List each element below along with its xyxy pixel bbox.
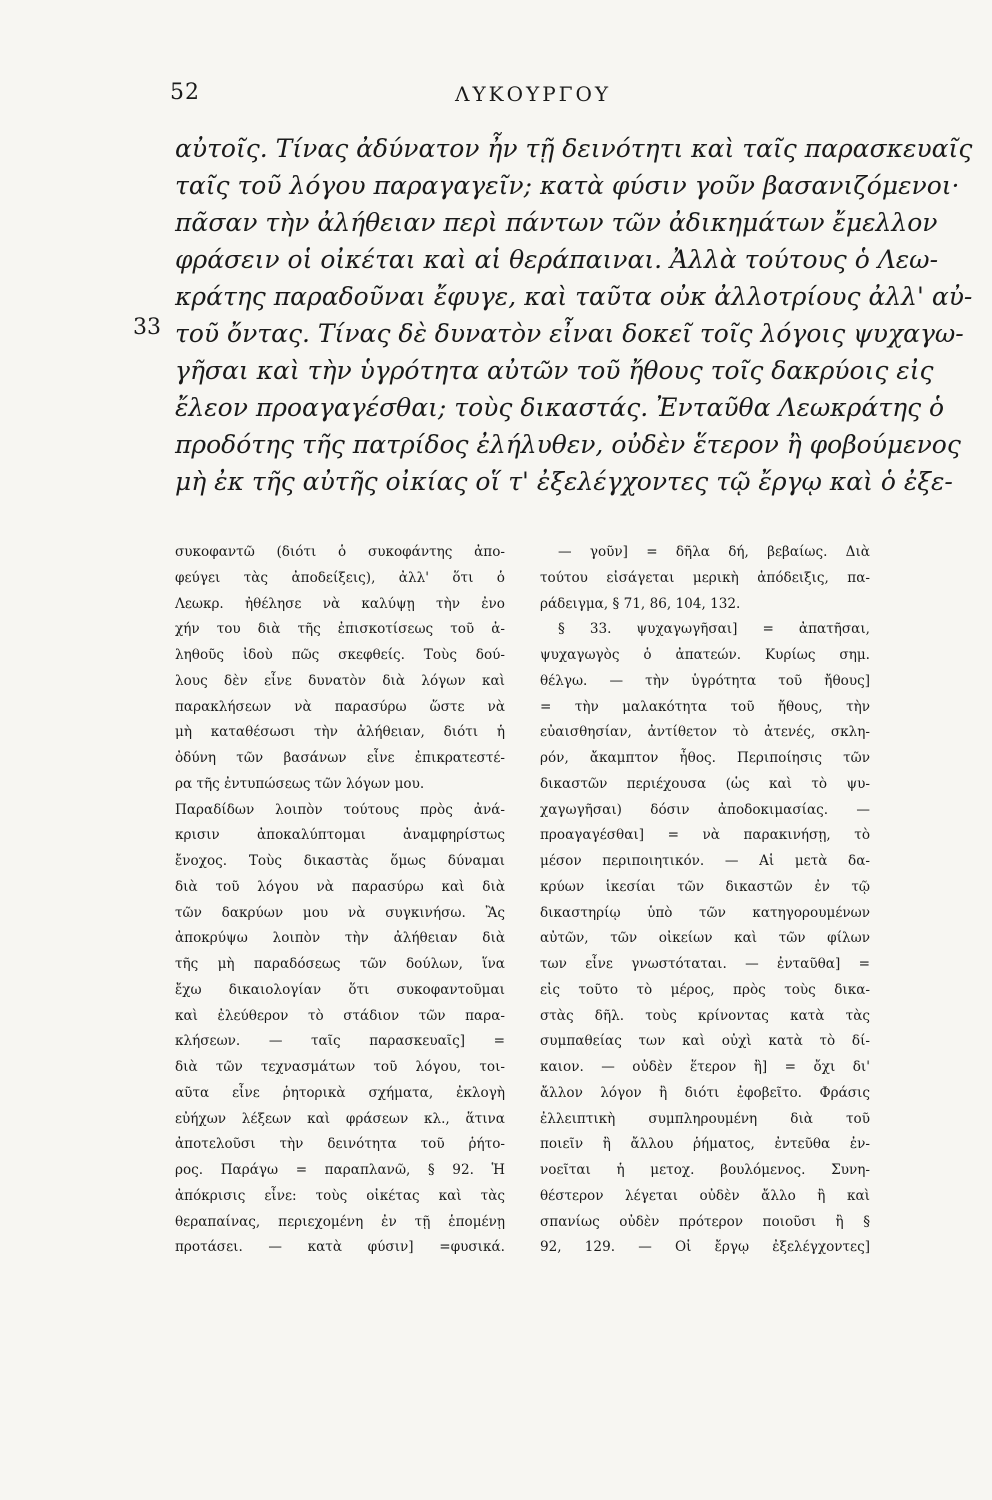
note-line: ἄλλον λόγον ἢ διότι ἐφοβεῖτο. Φράσις	[540, 1084, 870, 1101]
note-line: μέσον περιποιητικόν. — Αἱ μετὰ δα-	[540, 853, 870, 869]
note-line: = τὴν μαλακότητα τοῦ ἤθους, τὴν	[540, 698, 870, 715]
note-line: ἀποκρύψω λοιπὸν τὴν ἀλήθειαν διὰ	[175, 930, 505, 947]
note-line: αῦτα εἶνε ῥητορικὰ σχήματα, ἐκλογὴ	[175, 1084, 505, 1101]
note-line: διὰ τῶν τεχνασμάτων τοῦ λόγου, τοι-	[175, 1059, 505, 1075]
verse-number: 33	[133, 315, 161, 340]
note-line: στὰς δῆλ. τοὺς κρίνοντας κατὰ τὰς	[540, 1007, 870, 1024]
note-line: ὀδύνη τῶν βασάνων εἶνε ἐπικρατεστέ-	[175, 750, 505, 766]
main-line: τοῦ ὄντας. Τίνας δὲ δυνατὸν εἶναι δοκεῖ τοῖς λόγοις ψυχαγω-	[175, 319, 964, 348]
note-line: ρος. Παράγω = παραπλανῶ, § 92. Ἡ	[175, 1162, 505, 1178]
note-line: § 33. ψυχαγωγῆσαι] = ἀπατῆσαι,	[558, 621, 870, 638]
note-line: τούτου εἰσάγεται μερικὴ ἀπόδειξις, πα-	[540, 569, 870, 586]
note-line: καιον. — οὐδὲν ἕτερον ἢ] = ὄχι δι'	[540, 1059, 870, 1075]
main-line: φράσειν οἱ οἰκέται καὶ αἱ θεράπαιναι. Ἀλλὰ τούτους ὁ Λεω-	[175, 245, 939, 274]
note-line: ἀπόκρισις εἶνε: τοὺς οἰκέτας καὶ τὰς	[175, 1187, 505, 1204]
note-line: κλήσεων. — ταῖς παρασκευαῖς] =	[175, 1033, 505, 1050]
running-title: ΛΥΚΟΥΡΓΟΥ	[455, 82, 612, 106]
page-number: 52	[170, 80, 200, 105]
note-line: φεύγει τὰς ἀποδείξεις), ἀλλ' ὅτι ὁ	[175, 569, 505, 586]
note-line: παρακλήσεων νὰ παρασύρω ὥστε νὰ	[175, 698, 505, 715]
note-line: συκοφαντῶ (διότι ὁ συκοφάντης ἀπο-	[175, 544, 505, 560]
main-line: κράτης παραδοῦναι ἔφυγε, καὶ ταῦτα οὐκ ἀλλοτρίους ἀλλ' αὐ-	[175, 282, 973, 311]
note-line: τῆς μὴ παραδόσεως τῶν δούλων, ἵνα	[175, 956, 505, 972]
main-text	[175, 130, 973, 500]
note-line: δικαστηρίῳ ὑπὸ τῶν κατηγορουμένων	[540, 904, 870, 921]
note-line: εὐαισθησίαν, ἀντίθετον τὸ ἀτενές, σκλη-	[540, 724, 870, 741]
note-line: σπανίως οὐδὲν πρότερον ποιοῦσι ἢ §	[540, 1213, 870, 1230]
notes-left-column	[175, 540, 505, 1261]
note-line: προτάσει. — κατὰ φύσιν] =φυσικά.	[175, 1239, 505, 1256]
note-line: θεραπαίνας, περιεχομένη ἐν τῇ ἑπομένῃ	[175, 1213, 505, 1230]
main-line: ταῖς τοῦ λόγου παραγαγεῖν; κατὰ φύσιν γοῦν βασανιζόμενοι·	[175, 171, 960, 200]
note-line: Παραδίδων λοιπὸν τούτους πρὸς ἀνά-	[175, 801, 505, 818]
notes-right-column	[540, 540, 870, 1261]
note-line: θέλγω. — τὴν ὑγρότητα τοῦ ἤθους]	[540, 672, 870, 689]
note-line: θέστερον λέγεται οὐδὲν ἄλλο ἢ καὶ	[540, 1187, 870, 1204]
note-line: ἔχω δικαιολογίαν ὅτι συκοφαντοῦμαι	[175, 981, 505, 998]
note-line: προαγαγέσθαι] = νὰ παρακινήσῃ, τὸ	[540, 827, 870, 844]
main-line: πᾶσαν τὴν ἀλήθειαν περὶ πάντων τῶν ἀδικημάτων ἔμελλον	[175, 208, 938, 237]
note-line: συμπαθείας των καὶ οὐχὶ κατὰ τὸ δί-	[540, 1033, 870, 1050]
note-line: κρύων ἱκεσίαι τῶν δικαστῶν ἐν τῷ	[540, 878, 870, 895]
note-line: εὐήχων λέξεων καὶ φράσεων κλ., ἅτινα	[175, 1110, 505, 1127]
note-line: ράδειγμα, § 71, 86, 104, 132.	[540, 595, 741, 612]
main-line: αὐτοῖς. Τίνας ἀδύνατον ἦν τῇ δεινότητι καὶ ταῖς παρασκευαῖς	[175, 134, 973, 163]
note-line: ρα τῆς ἐντυπώσεως τῶν λόγων μου.	[175, 775, 425, 792]
note-line: αὐτῶν, τῶν οἰκείων καὶ τῶν φίλων	[540, 930, 870, 947]
note-line: εἰς τοῦτο τὸ μέρος, πρὸς τοὺς δικα-	[540, 981, 870, 998]
note-line: ληθοῦς ἰδοὺ πῶς σκεφθείς. Τοὺς δού-	[175, 647, 505, 663]
note-line: Λεωκρ. ἠθέλησε νὰ καλύψῃ τὴν ἐνο	[175, 595, 505, 612]
note-line: λους δὲν εἶνε δυνατὸν διὰ λόγων καὶ	[175, 672, 505, 689]
note-line: κρισιν ἀποκαλύπτομαι ἀναμφηρίστως	[175, 827, 505, 844]
main-line: προδότης τῆς πατρίδος ἐλήλυθεν, οὐδὲν ἕτερον ἢ φοβούμενος	[175, 430, 961, 459]
note-line: των εἶνε γνωστόταται. — ἐνταῦθα] =	[540, 956, 870, 972]
main-line: γῆσαι καὶ τὴν ὑγρότητα αὐτῶν τοῦ ἤθους τοῖς δακρύοις εἰς	[175, 356, 934, 385]
note-line: ψυχαγωγὸς ὁ ἀπατεών. Κυρίως σημ.	[540, 647, 870, 663]
note-line: 92, 129. — Οἱ ἔργῳ ἐξελέγχοντες]	[540, 1239, 870, 1256]
note-line: ἀποτελοῦσι τὴν δεινότητα τοῦ ῥήτο-	[175, 1136, 505, 1153]
main-line: ἔλεον προαγαγέσθαι; τοὺς δικαστάς. Ἐνταῦθα Λεωκράτης ὁ	[175, 393, 945, 422]
note-line: δικαστῶν περιέχουσα (ὡς καὶ τὸ ψυ-	[540, 775, 870, 792]
note-line: νοεῖται ἡ μετοχ. βουλόμενος. Συνη-	[540, 1162, 870, 1178]
note-line: ἔνοχος. Τοὺς δικαστὰς ὅμως δύναμαι	[175, 853, 505, 869]
note-line: μὴ καταθέσωσι τὴν ἀλήθειαν, διότι ἡ	[175, 724, 505, 741]
note-line: χαγωγῆσαι) δόσιν ἀποδοκιμασίας. —	[540, 801, 870, 818]
note-line: καὶ ἐλεύθερον τὸ στάδιον τῶν παρα-	[175, 1007, 505, 1024]
note-line: διὰ τοῦ λόγου νὰ παρασύρω καὶ διὰ	[175, 878, 505, 895]
main-line: μὴ ἐκ τῆς αὐτῆς οἰκίας οἵ τ' ἐξελέγχοντες τῷ ἔργῳ καὶ ὁ ἐξε-	[175, 467, 953, 496]
note-line: τῶν δακρύων μου νὰ συγκινήσω. Ἂς	[175, 904, 505, 921]
note-line: ποιεῖν ἢ ἄλλου ῥήματος, ἐντεῦθα ἐν-	[540, 1136, 870, 1153]
note-line: ρόν, ἄκαμπτον ἦθος. Περιποίησις τῶν	[540, 750, 870, 766]
note-line: χήν του διὰ τῆς ἐπισκοτίσεως τοῦ ἀ-	[175, 621, 505, 638]
note-line: — γοῦν] = δῆλα δή, βεβαίως. Διὰ	[558, 544, 870, 560]
note-line: ἐλλειπτικὴ συμπληρουμένη διὰ τοῦ	[540, 1110, 870, 1127]
